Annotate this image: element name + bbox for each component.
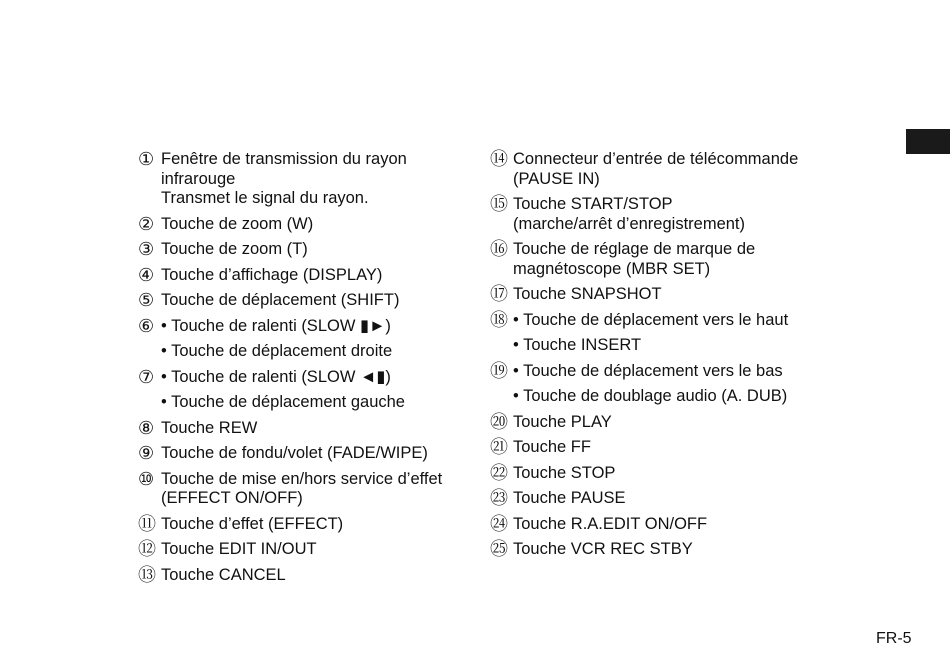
- item-number: ⑧: [138, 417, 155, 439]
- item-number: ⑳: [490, 411, 508, 433]
- item-text: Touche PAUSE: [513, 489, 626, 507]
- list-item: [138, 540, 468, 560]
- item-number: ④: [138, 264, 155, 286]
- item-text: Touche SNAPSHOT: [513, 285, 662, 303]
- item-number: ㉕: [490, 539, 508, 560]
- section-tab-marker: [906, 129, 950, 154]
- item-number: ⑮: [490, 194, 508, 215]
- item-text: (PAUSE IN): [513, 169, 600, 188]
- item-text: magnétoscope (MBR SET): [513, 259, 711, 278]
- item-text: Touche d’affichage (DISPLAY): [161, 265, 383, 284]
- item-number: ⑨: [138, 443, 155, 464]
- item-subtext: • Touche INSERT: [513, 336, 642, 354]
- item-text: • Touche de ralenti (SLOW ◄▮): [161, 367, 391, 386]
- item-text: Touche REW: [161, 418, 258, 437]
- list-item: [138, 515, 468, 535]
- list-item: [490, 489, 820, 509]
- list-item: [138, 368, 468, 413]
- item-text: Touche FF: [513, 438, 591, 456]
- list-item: [490, 464, 820, 484]
- list-item: [138, 150, 468, 209]
- item-number: ⑥: [138, 315, 155, 337]
- item-text: Touche R.A.EDIT ON/OFF: [513, 514, 708, 533]
- item-text: (marche/arrêt d’enregistrement): [513, 214, 745, 233]
- item-subtext: • Touche de déplacement droite: [161, 342, 393, 360]
- item-text: Transmet le signal du rayon.: [161, 189, 369, 207]
- item-text: Touche de fondu/volet (FADE/WIPE): [161, 444, 428, 462]
- item-text: infrarouge: [161, 169, 236, 188]
- item-number: ⑲: [490, 360, 508, 382]
- item-text: Touche de réglage de marque de: [513, 240, 756, 258]
- item-number: ㉔: [490, 513, 508, 535]
- item-text: Touche CANCEL: [161, 565, 286, 584]
- item-number: ③: [138, 239, 155, 260]
- item-number: ⑫: [138, 539, 156, 560]
- list-item: [138, 419, 468, 439]
- item-number: ⑰: [490, 284, 508, 305]
- list-item: [490, 515, 820, 535]
- item-number: ⑱: [490, 309, 508, 331]
- list-item: [490, 438, 820, 458]
- list-item: [490, 540, 820, 560]
- item-number: ②: [138, 213, 155, 235]
- item-text: Touche STOP: [513, 463, 616, 482]
- item-text: Fenêtre de transmission du rayon: [161, 150, 407, 168]
- item-number: ㉑: [490, 437, 508, 458]
- item-text: Touche de mise en/hors service d’effet: [161, 469, 443, 488]
- item-subtext: • Touche de déplacement gauche: [161, 393, 405, 411]
- item-number: ㉓: [490, 488, 508, 509]
- item-text: Touche PLAY: [513, 412, 612, 431]
- item-number: ㉒: [490, 462, 508, 484]
- item-text: Touche VCR REC STBY: [513, 540, 693, 558]
- page-number: FR-5: [876, 630, 912, 647]
- item-number: ⑪: [138, 513, 156, 535]
- item-text: Touche START/STOP: [513, 195, 673, 213]
- list-item: [490, 195, 820, 234]
- right-column-list: [490, 150, 820, 566]
- item-text: Touche EDIT IN/OUT: [161, 540, 317, 558]
- left-column-list: [138, 150, 468, 591]
- list-item: [138, 215, 468, 235]
- item-text: Connecteur d’entrée de télécommande: [513, 150, 799, 168]
- item-text: Touche de zoom (W): [161, 214, 314, 233]
- list-item: [490, 150, 820, 189]
- item-number: ①: [138, 149, 155, 170]
- list-item: [490, 413, 820, 433]
- item-number: ⑤: [138, 290, 155, 311]
- list-item: [138, 266, 468, 286]
- list-item: [138, 240, 468, 260]
- item-text: Touche de zoom (T): [161, 240, 308, 258]
- list-item: [138, 317, 468, 362]
- item-number: ⑭: [490, 149, 508, 170]
- item-text: Touche d’effet (EFFECT): [161, 514, 344, 533]
- item-number: ⑯: [490, 239, 508, 260]
- item-number: ⑦: [138, 366, 155, 388]
- item-text: Touche de déplacement (SHIFT): [161, 291, 400, 309]
- item-number: ⑬: [138, 564, 156, 586]
- item-text: • Touche de déplacement vers le haut: [513, 310, 789, 329]
- list-item: [490, 285, 820, 305]
- item-text: • Touche de déplacement vers le bas: [513, 361, 783, 380]
- list-item: [490, 240, 820, 279]
- list-item: [138, 444, 468, 464]
- list-item: [138, 291, 468, 311]
- list-item: [138, 470, 468, 509]
- item-text: • Touche de ralenti (SLOW ▮►): [161, 316, 391, 335]
- list-item: [490, 311, 820, 356]
- item-subtext: • Touche de doublage audio (A. DUB): [513, 387, 788, 405]
- item-number: ⑩: [138, 468, 155, 490]
- item-text: (EFFECT ON/OFF): [161, 489, 303, 507]
- list-item: [490, 362, 820, 407]
- list-item: [138, 566, 468, 586]
